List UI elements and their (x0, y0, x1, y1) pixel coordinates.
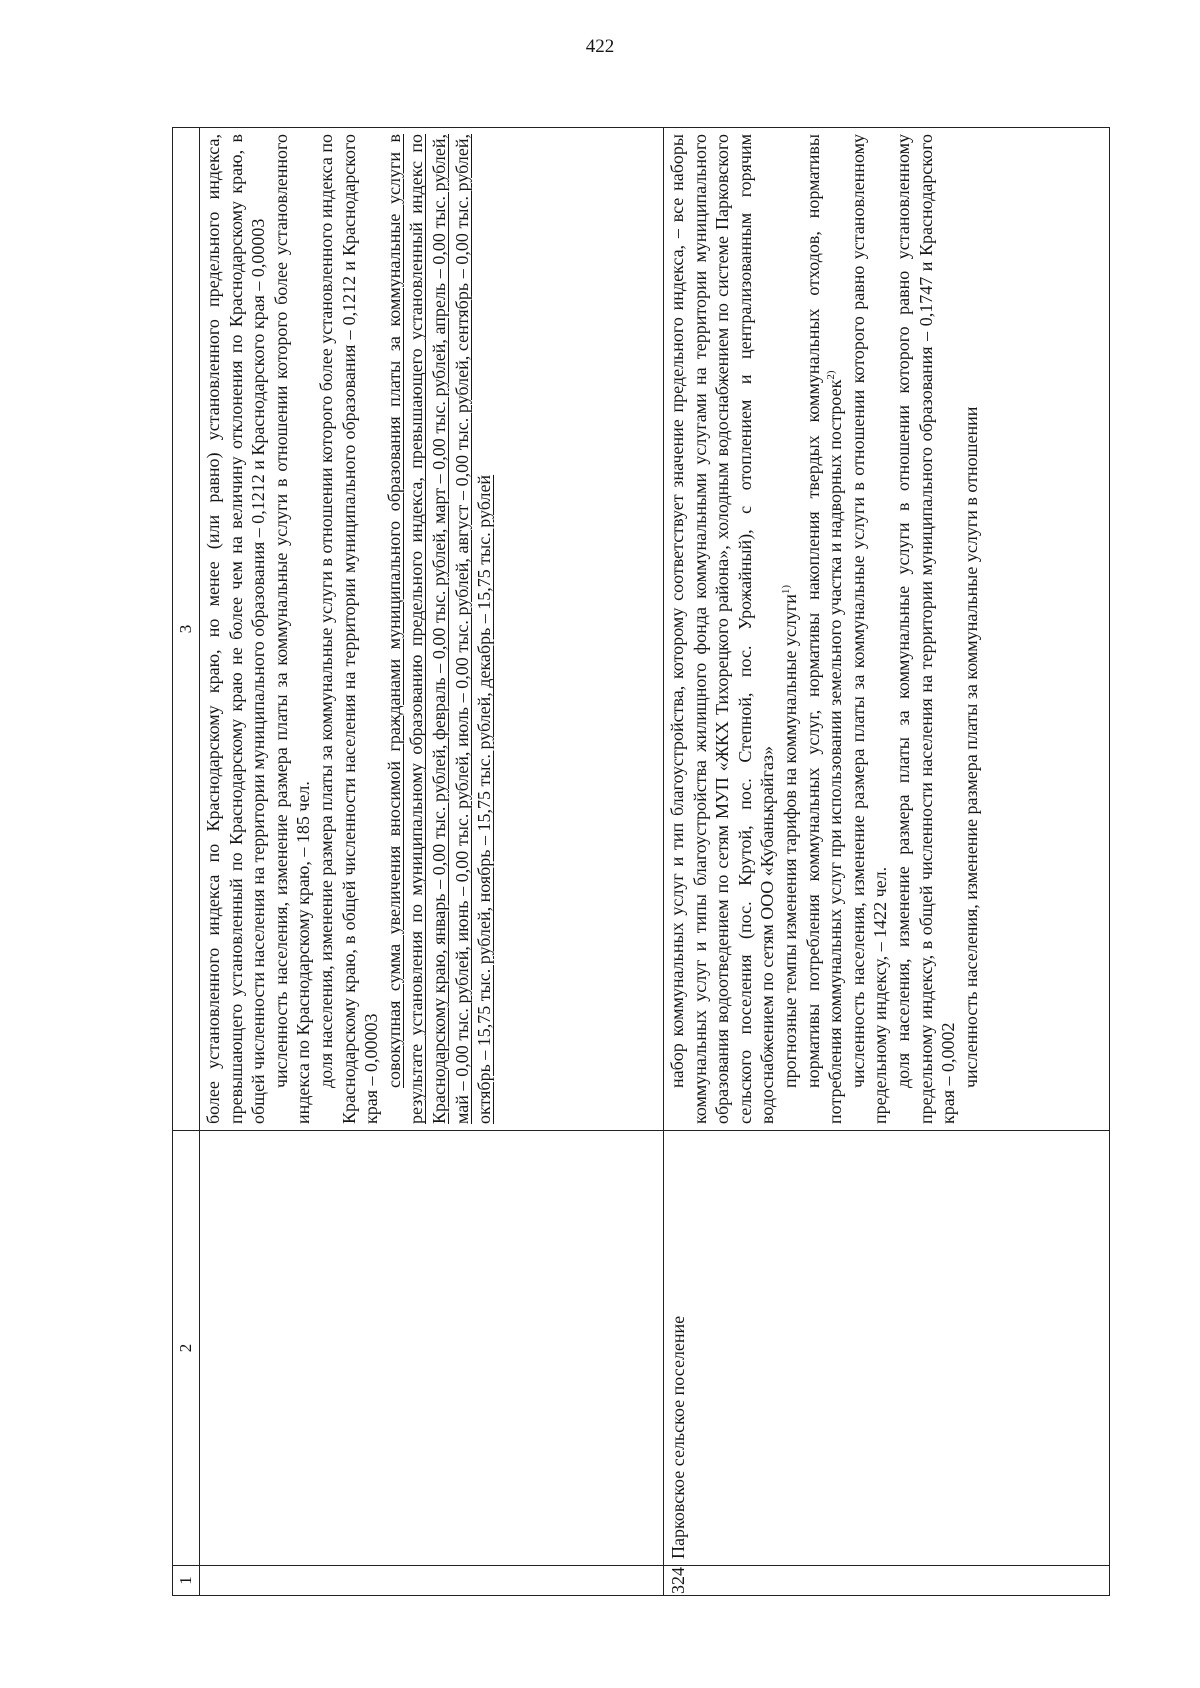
header-col-2: 2 (173, 1131, 200, 1566)
paragraph (802, 134, 847, 1124)
municipality-name (200, 1131, 664, 1566)
paragraph-text: прогнозные темпы изменения тарифов на коммунальные услуги (779, 594, 800, 1088)
paragraph (666, 134, 779, 1124)
data-table (172, 127, 1110, 1596)
table-header-row (173, 128, 200, 1596)
row-description (664, 128, 1110, 1131)
paragraph (779, 134, 802, 1124)
footnote-marker: 1) (779, 584, 792, 595)
row-number (200, 1566, 664, 1596)
paragraph: численность населения, изменение размера платы за коммунальные услуги в отношении (960, 406, 981, 1088)
row-number: 324 (664, 1566, 1110, 1596)
paragraph-text: нормативы потребления коммунальных услуг, нормативы накопления твердых коммунальных отходов, нормативы потребления коммунальных услуг при использовании земельного участка и надворных построек (802, 134, 846, 1124)
table-row (664, 128, 1110, 1596)
paragraph: совокупная сумма увеличения вносимой гражданами муниципального образования платы за коммунальные услуги в результате установления по муниципальному образованию предельного индекса, превышающего установленный индекс по Краснодарскому краю, январь – 0,00 тыс. рублей, февраль – 0,00 тыс. рублей, март – 0,00 тыс. рублей, апрель – 0,00 тыс. рублей, май – 0,00 тыс. рублей, июнь – 0,00 тыс. рублей, июль – 0,00 тыс. рублей, август – 0,00 тыс. рублей, сентябрь – 0,00 тыс. рублей, октябрь – 15,75 тыс. рублей, ноябрь – 15,75 тыс. рублей, декабрь – 15,75 тыс. рублей (383, 134, 495, 1124)
row-description (200, 128, 664, 1131)
paragraph: доля населения, изменение размера платы за коммунальные услуги в отношении которого более установленного индекса по Краснодарскому краю, в общей численности населения на территории муниципального образования – 0,1212 и Краснодарского края – 0,00003 (315, 134, 382, 1124)
paragraph: численность населения, изменение размера платы за коммунальные услуги в отношении которого более установленного индекса по Краснодарскому краю, – 185 чел. (270, 134, 314, 1124)
rotated-table-frame (172, 128, 1110, 1596)
paragraph: численность населения, изменение размера платы за коммунальные услуги в отношении которого равно установленному предельному индексу, – 1422 чел. (847, 134, 891, 1124)
footnote-marker: 2) (825, 370, 838, 380)
header-col-3: 3 (173, 128, 200, 1131)
table-row (200, 128, 664, 1596)
header-col-1: 1 (173, 1566, 200, 1596)
paragraph: доля населения, изменение размера платы за коммунальные услуги в отношении которого равно установленному предельному индексу, в общей численности населения на территории муниципального образования – 0,1747 и Краснодарского края – 0,0002 (892, 134, 959, 1124)
municipality-name: Парковское сельское поселение (664, 1131, 1110, 1566)
paragraph: более установленного индекса по Краснодарскому краю, но менее (или равно) установленного предельного индекса, превышающего установленный по Краснодарскому краю не более чем на величину отклонения по Краснодарскому краю, в общей численности населения на территории муниципального образования – 0,1212 и Краснодарского края – 0,00003 (203, 134, 269, 1124)
page-number: 422 (585, 36, 615, 57)
paragraph-text: набор коммунальных услуг и тип благоустройства, которому соответствует значение предельного индекса, – все наборы коммунальных услуг и типы благоустройства жилищного фонда коммунальными услугами на территории муниципального образования водоотведением по сетям МУП «ЖКХ Тихорецкого района», холодным водоснабжением по системе Парковского сельского поселения (пос. Крутой, пос. Степной, пос. Урожайный), с отоплением и централизованным горячим водоснабжением по сетям ООО «Кубанькрайгаз» (667, 134, 778, 1124)
